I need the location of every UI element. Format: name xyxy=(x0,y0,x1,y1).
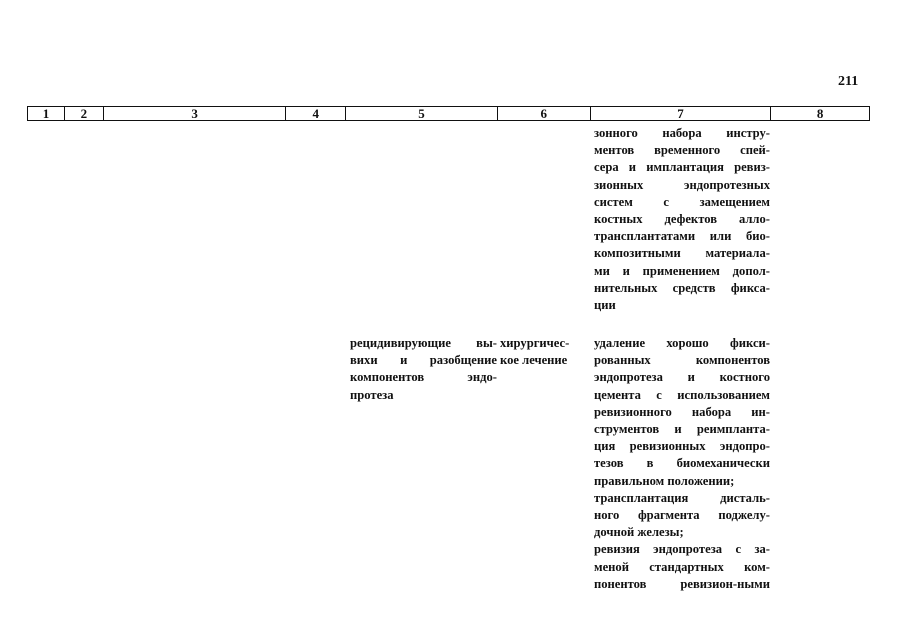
text-line: сера и имплантация ревиз- xyxy=(594,160,770,175)
column-header-3: 3 xyxy=(104,107,287,120)
column-header-7: 7 xyxy=(591,107,772,120)
text-line: композитными материала- xyxy=(594,246,770,261)
row-col6-cell xyxy=(500,335,586,369)
text-line: тезов в биомеханически xyxy=(594,456,770,471)
column-header-6: 6 xyxy=(498,107,591,120)
text-line: струментов и реимпланта- xyxy=(594,422,770,437)
column-header-1: 1 xyxy=(28,107,65,120)
text-line: ция ревизионных эндопро- xyxy=(594,439,770,454)
text-line: зионных эндопротезных xyxy=(594,177,770,192)
text-line: кое лечение xyxy=(500,353,568,368)
text-line: систем с замещением xyxy=(594,194,770,209)
text-line: меной стандартных ком- xyxy=(594,559,770,574)
column-header-4: 4 xyxy=(286,107,346,120)
text-line: зонного набора инстру- xyxy=(594,126,770,140)
text-line: компонентов эндо- xyxy=(350,370,497,385)
column-header-5: 5 xyxy=(346,107,498,120)
text-line: рецидивирующие вы- xyxy=(350,336,497,350)
text-line: эндопротеза и костного xyxy=(594,370,770,385)
column-header-8: 8 xyxy=(816,106,824,121)
text-line: костных дефектов алло- xyxy=(594,212,770,227)
text-line: ревизия эндопротеза с за- xyxy=(594,542,770,557)
text-line: протеза xyxy=(350,387,394,402)
text-line: ции xyxy=(594,298,616,313)
row-col5-cell xyxy=(350,335,497,404)
text-line: ного фрагмента поджелу- xyxy=(594,508,770,523)
text-line: цемента с использованием xyxy=(594,387,770,402)
continuation-col7-cell xyxy=(594,125,770,314)
text-line: рованных компонентов xyxy=(594,353,770,368)
text-line: ментов временного спей- xyxy=(594,143,770,158)
column-header-2: 2 xyxy=(65,107,104,120)
text-line: трансплантатами или био- xyxy=(594,229,770,244)
text-line: ревизионного набора ин- xyxy=(594,404,770,419)
row-col7-cell xyxy=(594,335,770,593)
text-line: ми и применением допол- xyxy=(594,263,770,278)
text-line: понентов ревизион-ными xyxy=(594,576,770,591)
text-line: удаление хорошо фикси- xyxy=(594,336,770,350)
table-header-row xyxy=(27,106,870,121)
text-line: правильном положении; xyxy=(594,473,735,488)
text-line: дочной железы; xyxy=(594,525,684,540)
text-line: вихи и разобщение xyxy=(350,353,497,368)
page-number: 211 xyxy=(838,74,859,89)
text-line: хирургичес- xyxy=(500,336,570,350)
text-line: нительных средств фикса- xyxy=(594,280,770,295)
text-line: трансплантация дисталь- xyxy=(594,490,770,505)
